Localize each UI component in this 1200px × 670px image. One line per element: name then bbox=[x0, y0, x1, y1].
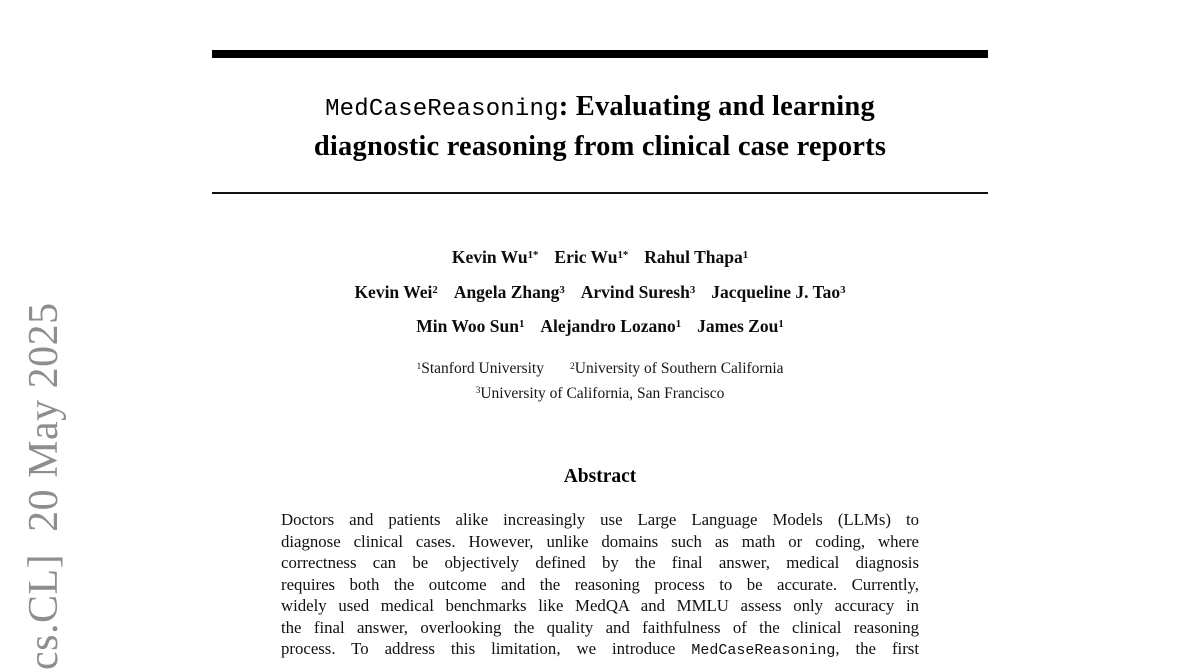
author-block bbox=[212, 240, 988, 344]
title-rule-top bbox=[212, 50, 988, 58]
author bbox=[711, 275, 845, 310]
abstract-line: the final answer, overlooking the quality and faithfulness of the clinical reasoning bbox=[281, 617, 919, 637]
abstract-body bbox=[281, 509, 919, 660]
author bbox=[454, 275, 565, 310]
author-affiliation-mark: 1* bbox=[527, 249, 539, 262]
author-name: Min Woo Sun bbox=[416, 316, 519, 336]
paper-title-line2: diagnostic reasoning from clinical case reports bbox=[313, 131, 887, 162]
author-name: Eric Wu bbox=[554, 247, 618, 267]
abstract-partial-pre: process. To address this limitation, we introduce bbox=[281, 639, 692, 659]
affiliation-block bbox=[212, 357, 988, 406]
abstract-line: widely used medical benchmarks like MedQA and MMLU assess only accuracy in bbox=[281, 596, 919, 616]
paper-title-line1 bbox=[212, 88, 988, 128]
author-name: Rahul Thapa bbox=[644, 247, 743, 267]
title-system-name: MedCaseReasoning bbox=[325, 96, 559, 123]
abstract-heading: Abstract bbox=[563, 466, 637, 487]
abstract-line: requires both the outcome and the reasoning process to be accurate. Currently, bbox=[281, 574, 919, 594]
author-name: Kevin Wei bbox=[354, 281, 433, 302]
affiliation bbox=[476, 385, 725, 402]
title-line1-rest: : Evaluating and learning bbox=[558, 91, 875, 122]
author-name: James Zou bbox=[697, 316, 779, 336]
author bbox=[540, 309, 681, 344]
abstract-line: Doctors and patients alike increasingly use Large Language Models (LLMs) to bbox=[281, 510, 919, 529]
affiliation bbox=[416, 360, 544, 377]
author-affiliation-mark: 1 bbox=[519, 318, 525, 331]
abstract-partial-post: , the first bbox=[835, 639, 919, 659]
affiliation-mark: 3 bbox=[475, 385, 481, 397]
author-row-1 bbox=[212, 240, 988, 275]
author bbox=[581, 275, 696, 310]
author bbox=[697, 309, 784, 344]
author-name: Angela Zhang bbox=[453, 281, 560, 302]
abstract-line-partial bbox=[281, 638, 919, 660]
author-row-3 bbox=[212, 309, 988, 344]
affiliation-name: University of Southern California bbox=[574, 360, 784, 377]
author bbox=[644, 240, 748, 275]
author bbox=[354, 275, 437, 310]
abstract-line: correctness can be objectively defined by the final answer, medical diagnosis bbox=[281, 553, 919, 573]
author-affiliation-mark: 1 bbox=[778, 318, 784, 331]
affiliation-line-2 bbox=[212, 382, 988, 407]
author-affiliation-mark: 1 bbox=[742, 249, 749, 262]
author-affiliation-mark: 2 bbox=[432, 283, 438, 296]
author-affiliation-mark: 3 bbox=[689, 283, 696, 296]
title-rule-bottom bbox=[212, 192, 988, 194]
author-name: Kevin Wu bbox=[451, 247, 528, 267]
abstract-line: diagnose clinical cases. However, unlike domains such as math or coding, where bbox=[281, 531, 919, 551]
affiliation bbox=[570, 360, 784, 377]
author-affiliation-mark: 1 bbox=[675, 318, 682, 331]
author-name: Arvind Suresh bbox=[580, 281, 690, 302]
author-affiliation-mark: 1* bbox=[617, 249, 629, 262]
arxiv-stamp: cs.CL] 20 May 2025 bbox=[21, 302, 67, 670]
affiliation-name: Stanford University bbox=[421, 360, 544, 377]
author bbox=[416, 309, 524, 344]
abstract-system-name: MedCaseReasoning bbox=[691, 642, 836, 660]
author-affiliation-mark: 3 bbox=[559, 283, 565, 296]
author-name: Alejandro Lozano bbox=[540, 316, 676, 336]
author bbox=[554, 240, 628, 275]
affiliation-mark: 1 bbox=[416, 360, 422, 372]
paper-title bbox=[212, 88, 988, 165]
affiliation-name: University of California, San Francisco bbox=[480, 384, 725, 402]
author bbox=[452, 240, 539, 275]
author-affiliation-mark: 3 bbox=[840, 283, 846, 296]
affiliation-mark: 2 bbox=[569, 360, 575, 372]
author-name: Jacqueline J. Tao bbox=[711, 281, 841, 302]
author-row-2 bbox=[212, 275, 988, 310]
affiliation-line-1 bbox=[212, 357, 988, 382]
